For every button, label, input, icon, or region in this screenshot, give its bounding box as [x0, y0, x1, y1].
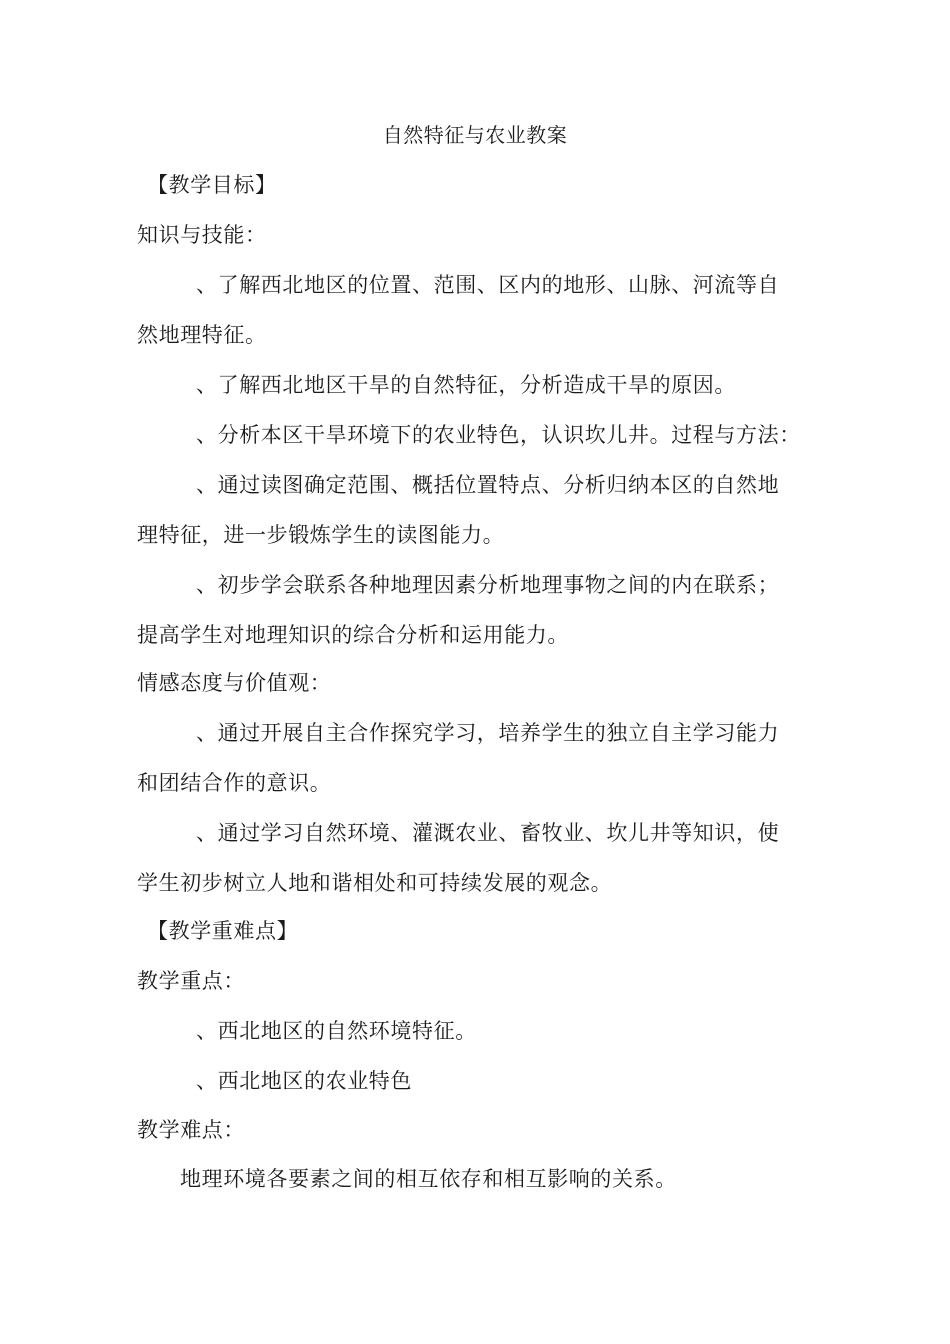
subheading-difficulty: 教学难点：: [137, 1118, 245, 1142]
section-heading-keypoints: 【教学重难点】: [147, 919, 299, 943]
subheading-knowledge: 知识与技能：: [137, 223, 267, 247]
paragraph-line: 学生初步树立人地和谐相处和可持续发展的观念。: [137, 871, 613, 895]
paragraph-line: 理特征，进一步锻炼学生的读图能力。: [137, 523, 505, 547]
paragraph-line: 然地理特征。: [137, 323, 267, 347]
paragraph-line: 、通过读图确定范围、概括位置特点、分析归纳本区的自然地: [196, 473, 780, 497]
subheading-key-focus: 教学重点：: [137, 969, 245, 993]
paragraph-line: 、通过学习自然环境、灌溉农业、畜牧业、坎儿井等知识，使: [196, 821, 780, 845]
paragraph-line: 、西北地区的自然环境特征。: [196, 1019, 477, 1043]
paragraph-line: 、初步学会联系各种地理因素分析地理事物之间的内在联系；: [196, 573, 780, 597]
paragraph-line: 和团结合作的意识。: [137, 771, 332, 795]
paragraph-line: 、通过开展自主合作探究学习，培养学生的独立自主学习能力: [196, 721, 780, 745]
paragraph-line: 、了解西北地区的位置、范围、区内的地形、山脉、河流等自: [196, 273, 780, 297]
paragraph-line: 、分析本区干旱环境下的农业特色，认识坎儿井。过程与方法：: [196, 423, 801, 447]
subheading-attitude: 情感态度与价值观：: [137, 671, 332, 695]
paragraph-line: 地理环境各要素之间的相互依存和相互影响的关系。: [180, 1167, 677, 1191]
paragraph-line: 、西北地区的农业特色: [196, 1069, 412, 1093]
section-heading-goals: 【教学目标】: [147, 173, 277, 197]
paragraph-line: 提高学生对地理知识的综合分析和运用能力。: [137, 623, 569, 647]
document-title: 自然特征与农业教案: [382, 123, 568, 147]
paragraph-line: 、了解西北地区干旱的自然特征，分析造成干旱的原因。: [196, 373, 736, 397]
